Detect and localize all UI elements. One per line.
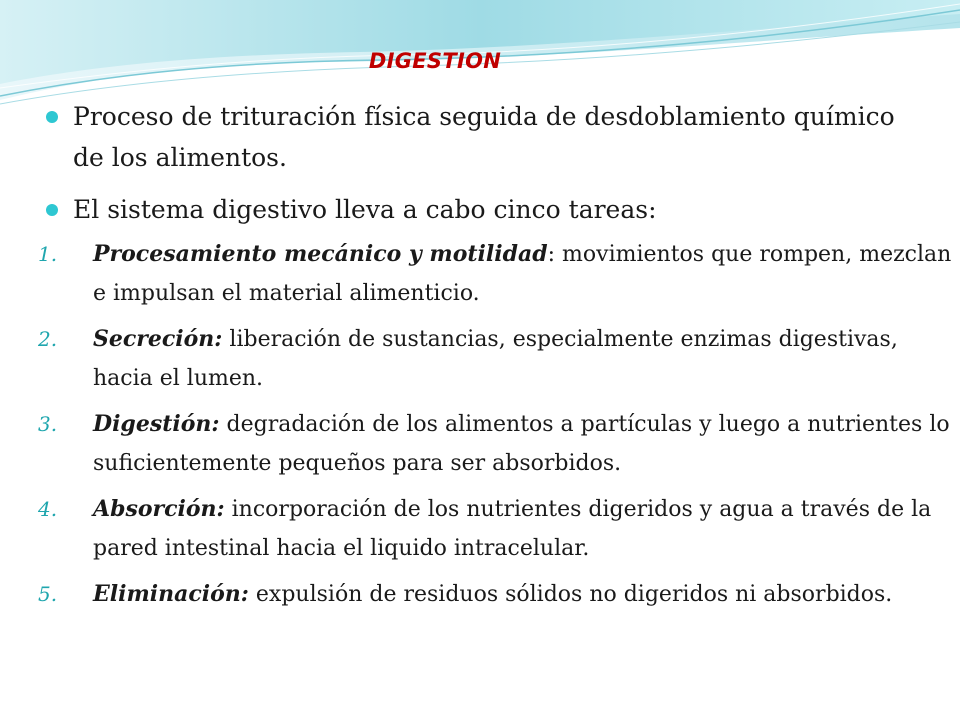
- task-name: Procesamiento mecánico y motilidad: [93, 241, 548, 267]
- task-number: 4.: [38, 497, 58, 521]
- bullet-dot-icon: [46, 111, 58, 123]
- bullet-text: Proceso de trituración física seguida de desdoblamiento químico de los alimentos.: [73, 102, 895, 172]
- task-name: Digestión:: [93, 411, 220, 437]
- task-description: movimientos que rompen, mezclan e impulsan el material alimenticio.: [93, 242, 952, 306]
- task-description: liberación de sustancias, especialmente enzimas digestivas, hacia el lumen.: [93, 327, 898, 391]
- task-item: [38, 405, 952, 483]
- task-item: [38, 320, 952, 398]
- task-name: Eliminación:: [93, 581, 249, 607]
- bullet-text: El sistema digestivo lleva a cabo cinco tareas:: [73, 195, 657, 224]
- bullet-dot-icon: [46, 204, 58, 216]
- task-item: [38, 490, 952, 568]
- task-description: degradación de los alimentos a partículas y luego a nutrientes lo suficientemente pequeños para ser absorbidos.: [93, 412, 950, 476]
- task-number: 2.: [38, 327, 58, 351]
- task-item: [38, 235, 952, 313]
- task-description: incorporación de los nutrientes digeridos y agua a través de la pared intestinal hacia el liquido intracelular.: [93, 497, 932, 561]
- task-name: Absorción:: [93, 496, 225, 522]
- task-separator: :: [547, 242, 556, 267]
- bullet-item: [73, 96, 933, 178]
- task-name: Secreción:: [93, 326, 223, 352]
- slide-title: DIGESTION: [368, 49, 502, 73]
- task-number: 3.: [38, 412, 58, 436]
- task-item: [38, 575, 952, 614]
- task-number: 5.: [38, 582, 58, 606]
- task-number: 1.: [38, 242, 58, 266]
- task-description: expulsión de residuos sólidos no digeridos ni absorbidos.: [248, 582, 893, 607]
- bullet-item: [73, 189, 933, 230]
- task-list: [38, 235, 952, 621]
